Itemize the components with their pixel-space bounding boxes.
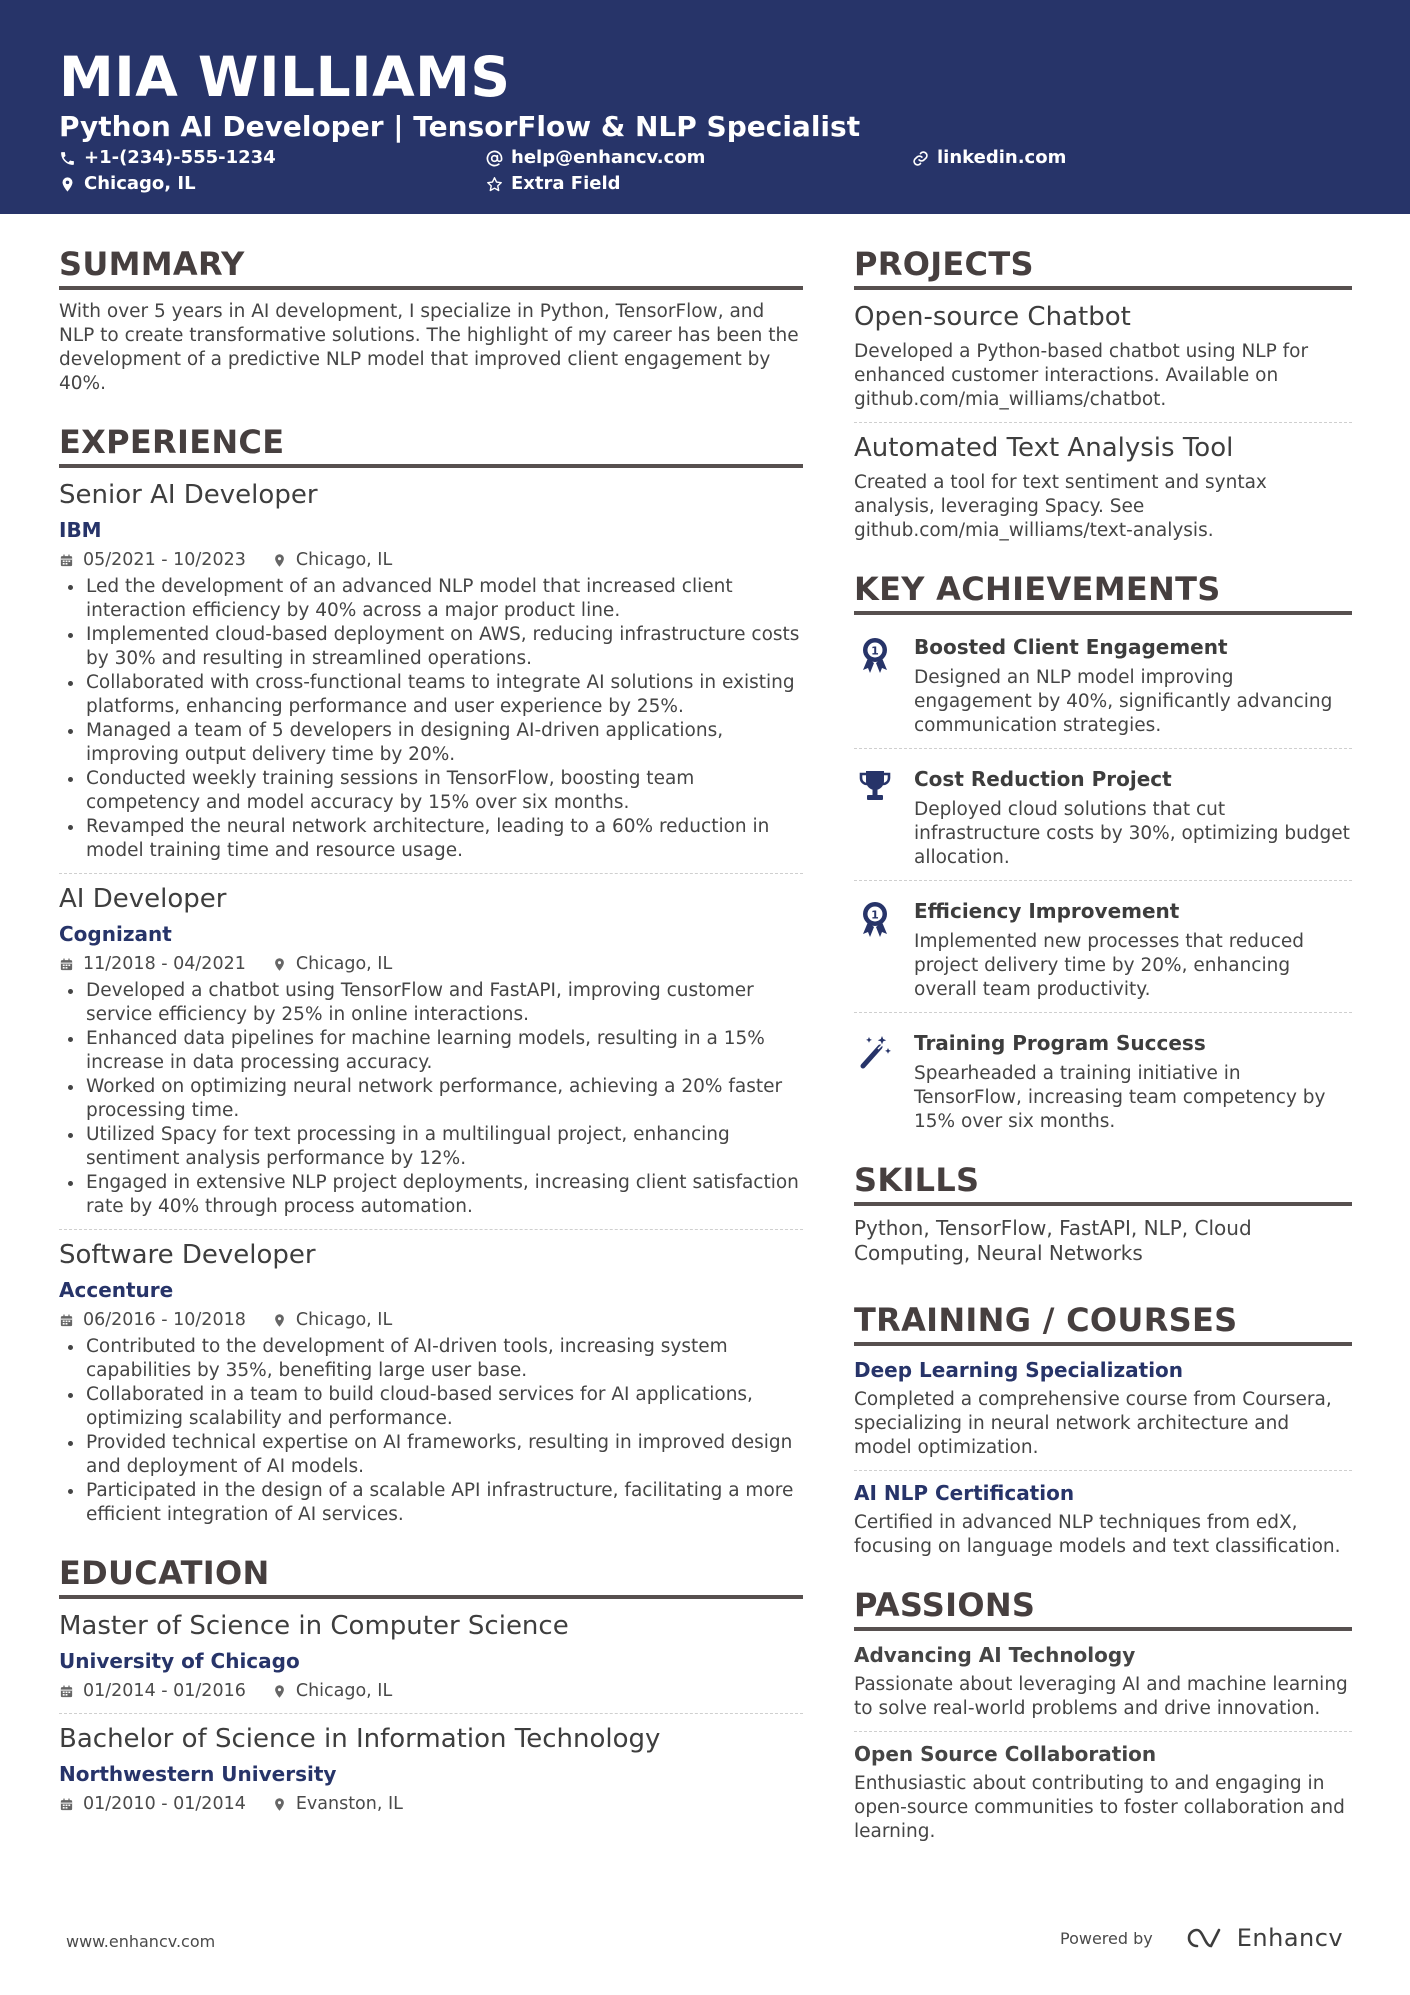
course-description: Certified in advanced NLP techniques from edX, focusing on language models and text classification.	[854, 1512, 1341, 1557]
passions-list	[854, 1641, 1352, 1844]
achievement-description: Implemented new processes that reduced project delivery time by 20%, enhancing overall team productivity.	[914, 931, 1305, 1000]
achievement-description: Spearheaded a training initiative in TensorFlow, increasing team competency by 15% over six months.	[914, 1063, 1326, 1132]
summary-section	[59, 244, 803, 396]
school-name: Northwestern University	[59, 1762, 337, 1786]
divider	[854, 748, 1352, 749]
achievement-body	[914, 1029, 1352, 1134]
achievements-section	[854, 569, 1352, 1134]
education-entry	[59, 1722, 803, 1816]
passion-description: Passionate about leveraging AI and machine learning to solve real-world problems and drive innovation.	[854, 1674, 1348, 1719]
section-title-training: TRAINING / COURSES	[854, 1300, 1352, 1346]
project-description: Created a tool for text sentiment and syntax analysis, leveraging Spacy. See github.com/mia_williams/text-analysis.	[854, 472, 1267, 541]
section-title-passions: PASSIONS	[854, 1585, 1352, 1631]
achievement-bullets	[59, 1335, 803, 1527]
calendar-icon	[59, 1313, 74, 1328]
training-section	[854, 1300, 1352, 1559]
passion-title: Advancing AI Technology	[854, 1643, 1136, 1667]
course-title: AI NLP Certification	[854, 1481, 1075, 1505]
bullet-item: Collaborated in a team to build cloud-based services for AI applications, optimizing scalability and performance.	[59, 1383, 803, 1431]
magic-wand-icon	[854, 1029, 914, 1074]
location-text: Chicago, IL	[295, 1681, 393, 1701]
bullet-item: Utilized Spacy for text processing in a multilingual project, enhancing sentiment analysis performance by 12%.	[59, 1123, 803, 1171]
map-pin-icon	[272, 957, 287, 972]
experience-list	[59, 478, 803, 1527]
company-name: IBM	[59, 518, 102, 542]
candidate-name: MIA WILLIAMS	[59, 45, 511, 109]
resume-header	[0, 0, 1410, 214]
calendar-icon	[59, 553, 74, 568]
experience-entry	[59, 478, 803, 863]
project-description: Developed a Python-based chatbot using NLP for enhanced customer interactions. Available on github.com/mia_williams/chatbot.	[854, 341, 1309, 410]
calendar-icon	[59, 957, 74, 972]
achievement-body	[914, 633, 1352, 738]
left-column	[59, 244, 803, 1842]
location-text: Chicago, IL	[84, 173, 196, 194]
skills-section	[854, 1160, 1352, 1266]
headline: Python AI Developer | TensorFlow & NLP Specialist	[59, 110, 861, 143]
divider	[854, 880, 1352, 881]
achievement-title: Cost Reduction Project	[914, 767, 1172, 791]
date-location-row	[59, 952, 803, 976]
project-entry	[854, 431, 1352, 543]
project-entry	[854, 300, 1352, 412]
date-location-row	[59, 1679, 803, 1703]
bullet-item: Engaged in extensive NLP project deployments, increasing client satisfaction rate by 40% through process automation.	[59, 1171, 803, 1219]
company-name: Accenture	[59, 1278, 174, 1302]
school-name: University of Chicago	[59, 1649, 300, 1673]
achievement-entry	[854, 757, 1352, 870]
date-location-row	[59, 548, 803, 572]
skills-text: Python, TensorFlow, FastAPI, NLP, Cloud Computing, Neural Networks	[854, 1216, 1252, 1265]
achievement-body	[914, 765, 1352, 870]
right-column	[854, 244, 1352, 1870]
location-contact	[59, 172, 196, 196]
passions-section	[854, 1585, 1352, 1844]
achievement-description: Designed an NLP model improving engagement by 40%, significantly advancing communication strategies.	[914, 667, 1333, 736]
date-location-row	[59, 1308, 803, 1332]
location-text: Chicago, IL	[295, 550, 393, 570]
link-icon	[912, 150, 929, 167]
date-range: 06/2016 - 10/2018	[83, 1310, 246, 1330]
divider	[59, 1229, 803, 1230]
education-list	[59, 1609, 803, 1816]
bullet-item: Implemented cloud-based deployment on AWS, reducing infrastructure costs by 30% and resulting in streamlined operations.	[59, 623, 803, 671]
achievement-title: Efficiency Improvement	[914, 899, 1180, 923]
email-contact[interactable]	[486, 146, 705, 170]
enhancv-brand-text: Enhancv	[1236, 1924, 1344, 1952]
project-title: Open-source Chatbot	[854, 302, 1131, 332]
bullet-item: Contributed to the development of AI-driven tools, increasing system capabilities by 35%, benefiting large user base.	[59, 1335, 803, 1383]
date-location-row	[59, 1792, 803, 1816]
phone-icon	[59, 150, 76, 167]
experience-section	[59, 422, 803, 1527]
projects-list	[854, 300, 1352, 543]
extra-field-text: Extra Field	[511, 173, 621, 194]
job-title: Software Developer	[59, 1240, 316, 1270]
section-title-skills: SKILLS	[854, 1160, 1352, 1206]
divider	[854, 422, 1352, 423]
calendar-icon	[59, 1797, 74, 1812]
bullet-item: Participated in the design of a scalable API infrastructure, facilitating a more efficient integration of AI services.	[59, 1479, 803, 1527]
bullet-item: Enhanced data pipelines for machine learning models, resulting in a 15% increase in data processing accuracy.	[59, 1027, 803, 1075]
passion-description: Enthusiastic about contributing to and engaging in open-source communities to foster collaboration and learning.	[854, 1773, 1345, 1842]
footer-branding	[1060, 1924, 1343, 1952]
footer-website[interactable]: www.enhancv.com	[66, 1932, 216, 1951]
achievement-bullets	[59, 575, 803, 863]
achievement-body	[914, 897, 1352, 1002]
bullet-item: Conducted weekly training sessions in TensorFlow, boosting team competency and model accuracy by 15% over six months.	[59, 767, 803, 815]
linkedin-contact[interactable]	[912, 146, 1066, 170]
date-range: 11/2018 - 04/2021	[83, 954, 246, 974]
divider	[59, 1713, 803, 1714]
svg-text:1: 1	[871, 908, 879, 922]
summary-text: With over 5 years in AI development, I specialize in Python, TensorFlow, and NLP to create transformative solutions. The highlight of my career has been the development of a predictive NLP model that improved client engagement by 40%.	[59, 301, 799, 394]
achievement-entry	[854, 889, 1352, 1002]
section-title-summary: SUMMARY	[59, 244, 803, 290]
phone-text: +1-(234)-555-1234	[84, 147, 276, 168]
bullet-item: Provided technical expertise on AI frameworks, resulting in improved design and deployment of AI models.	[59, 1431, 803, 1479]
extra-field-contact	[486, 172, 621, 196]
company-name: Cognizant	[59, 922, 172, 946]
award-ribbon-icon	[854, 897, 914, 942]
experience-entry	[59, 882, 803, 1219]
trophy-icon	[854, 765, 914, 810]
map-pin-icon	[272, 553, 287, 568]
achievements-list	[854, 625, 1352, 1134]
map-pin-icon	[272, 1797, 287, 1812]
date-range: 01/2010 - 01/2014	[83, 1794, 246, 1814]
location-text: Chicago, IL	[295, 1310, 393, 1330]
achievement-entry	[854, 1021, 1352, 1134]
course-title: Deep Learning Specialization	[854, 1358, 1184, 1382]
bullet-item: Worked on optimizing neural network performance, achieving a 20% faster processing time.	[59, 1075, 803, 1123]
map-pin-icon	[272, 1313, 287, 1328]
passion-title: Open Source Collaboration	[854, 1742, 1157, 1766]
divider	[854, 1731, 1352, 1732]
powered-by-text: Powered by	[1060, 1928, 1153, 1948]
job-title: AI Developer	[59, 884, 227, 914]
section-title-projects: PROJECTS	[854, 244, 1352, 290]
achievement-description: Deployed cloud solutions that cut infrastructure costs by 30%, optimizing budget allocation.	[914, 799, 1350, 868]
job-title: Senior AI Developer	[59, 480, 318, 510]
date-range: 01/2014 - 01/2016	[83, 1681, 246, 1701]
bullet-item: Led the development of an advanced NLP model that increased client interaction efficiency by 40% across a major product line.	[59, 575, 803, 623]
project-title: Automated Text Analysis Tool	[854, 433, 1234, 463]
enhancv-logo-icon	[1181, 1925, 1227, 1951]
divider	[854, 1012, 1352, 1013]
projects-section	[854, 244, 1352, 543]
course-description: Completed a comprehensive course from Coursera, specializing in neural network architecture and model optimization.	[854, 1389, 1332, 1458]
linkedin-text: linkedin.com	[937, 147, 1067, 168]
location-text: Evanston, IL	[295, 1794, 403, 1814]
divider	[59, 873, 803, 874]
star-icon	[486, 176, 503, 193]
education-section	[59, 1553, 803, 1816]
bullet-item: Developed a chatbot using TensorFlow and FastAPI, improving customer service efficiency by 25% in online interactions.	[59, 979, 803, 1027]
divider	[854, 1470, 1352, 1471]
experience-entry	[59, 1238, 803, 1527]
bullet-item: Managed a team of 5 developers in designing AI-driven applications, improving output delivery time by 20%.	[59, 719, 803, 767]
award-ribbon-icon	[854, 633, 914, 678]
bullet-item: Collaborated with cross-functional teams to integrate AI solutions in existing platforms, enhancing performance and user experience by 25%.	[59, 671, 803, 719]
at-sign-icon	[486, 150, 503, 167]
map-pin-icon	[59, 176, 76, 193]
calendar-icon	[59, 1684, 74, 1699]
location-text: Chicago, IL	[295, 954, 393, 974]
degree-title: Master of Science in Computer Science	[59, 1611, 569, 1641]
achievement-entry	[854, 625, 1352, 738]
achievement-title: Training Program Success	[914, 1031, 1206, 1055]
phone-contact[interactable]	[59, 146, 276, 170]
date-range: 05/2021 - 10/2023	[83, 550, 246, 570]
education-entry	[59, 1609, 803, 1703]
achievement-title: Boosted Client Engagement	[914, 635, 1228, 659]
bullet-item: Revamped the neural network architecture, leading to a 60% reduction in model training time and resource usage.	[59, 815, 803, 863]
svg-text:1: 1	[871, 644, 879, 658]
section-title-education: EDUCATION	[59, 1553, 803, 1599]
degree-title: Bachelor of Science in Information Technology	[59, 1724, 661, 1754]
achievement-bullets	[59, 979, 803, 1219]
email-text: help@enhancv.com	[511, 147, 706, 168]
section-title-experience: EXPERIENCE	[59, 422, 803, 468]
training-list	[854, 1356, 1352, 1559]
section-title-achievements: KEY ACHIEVEMENTS	[854, 569, 1352, 615]
map-pin-icon	[272, 1684, 287, 1699]
